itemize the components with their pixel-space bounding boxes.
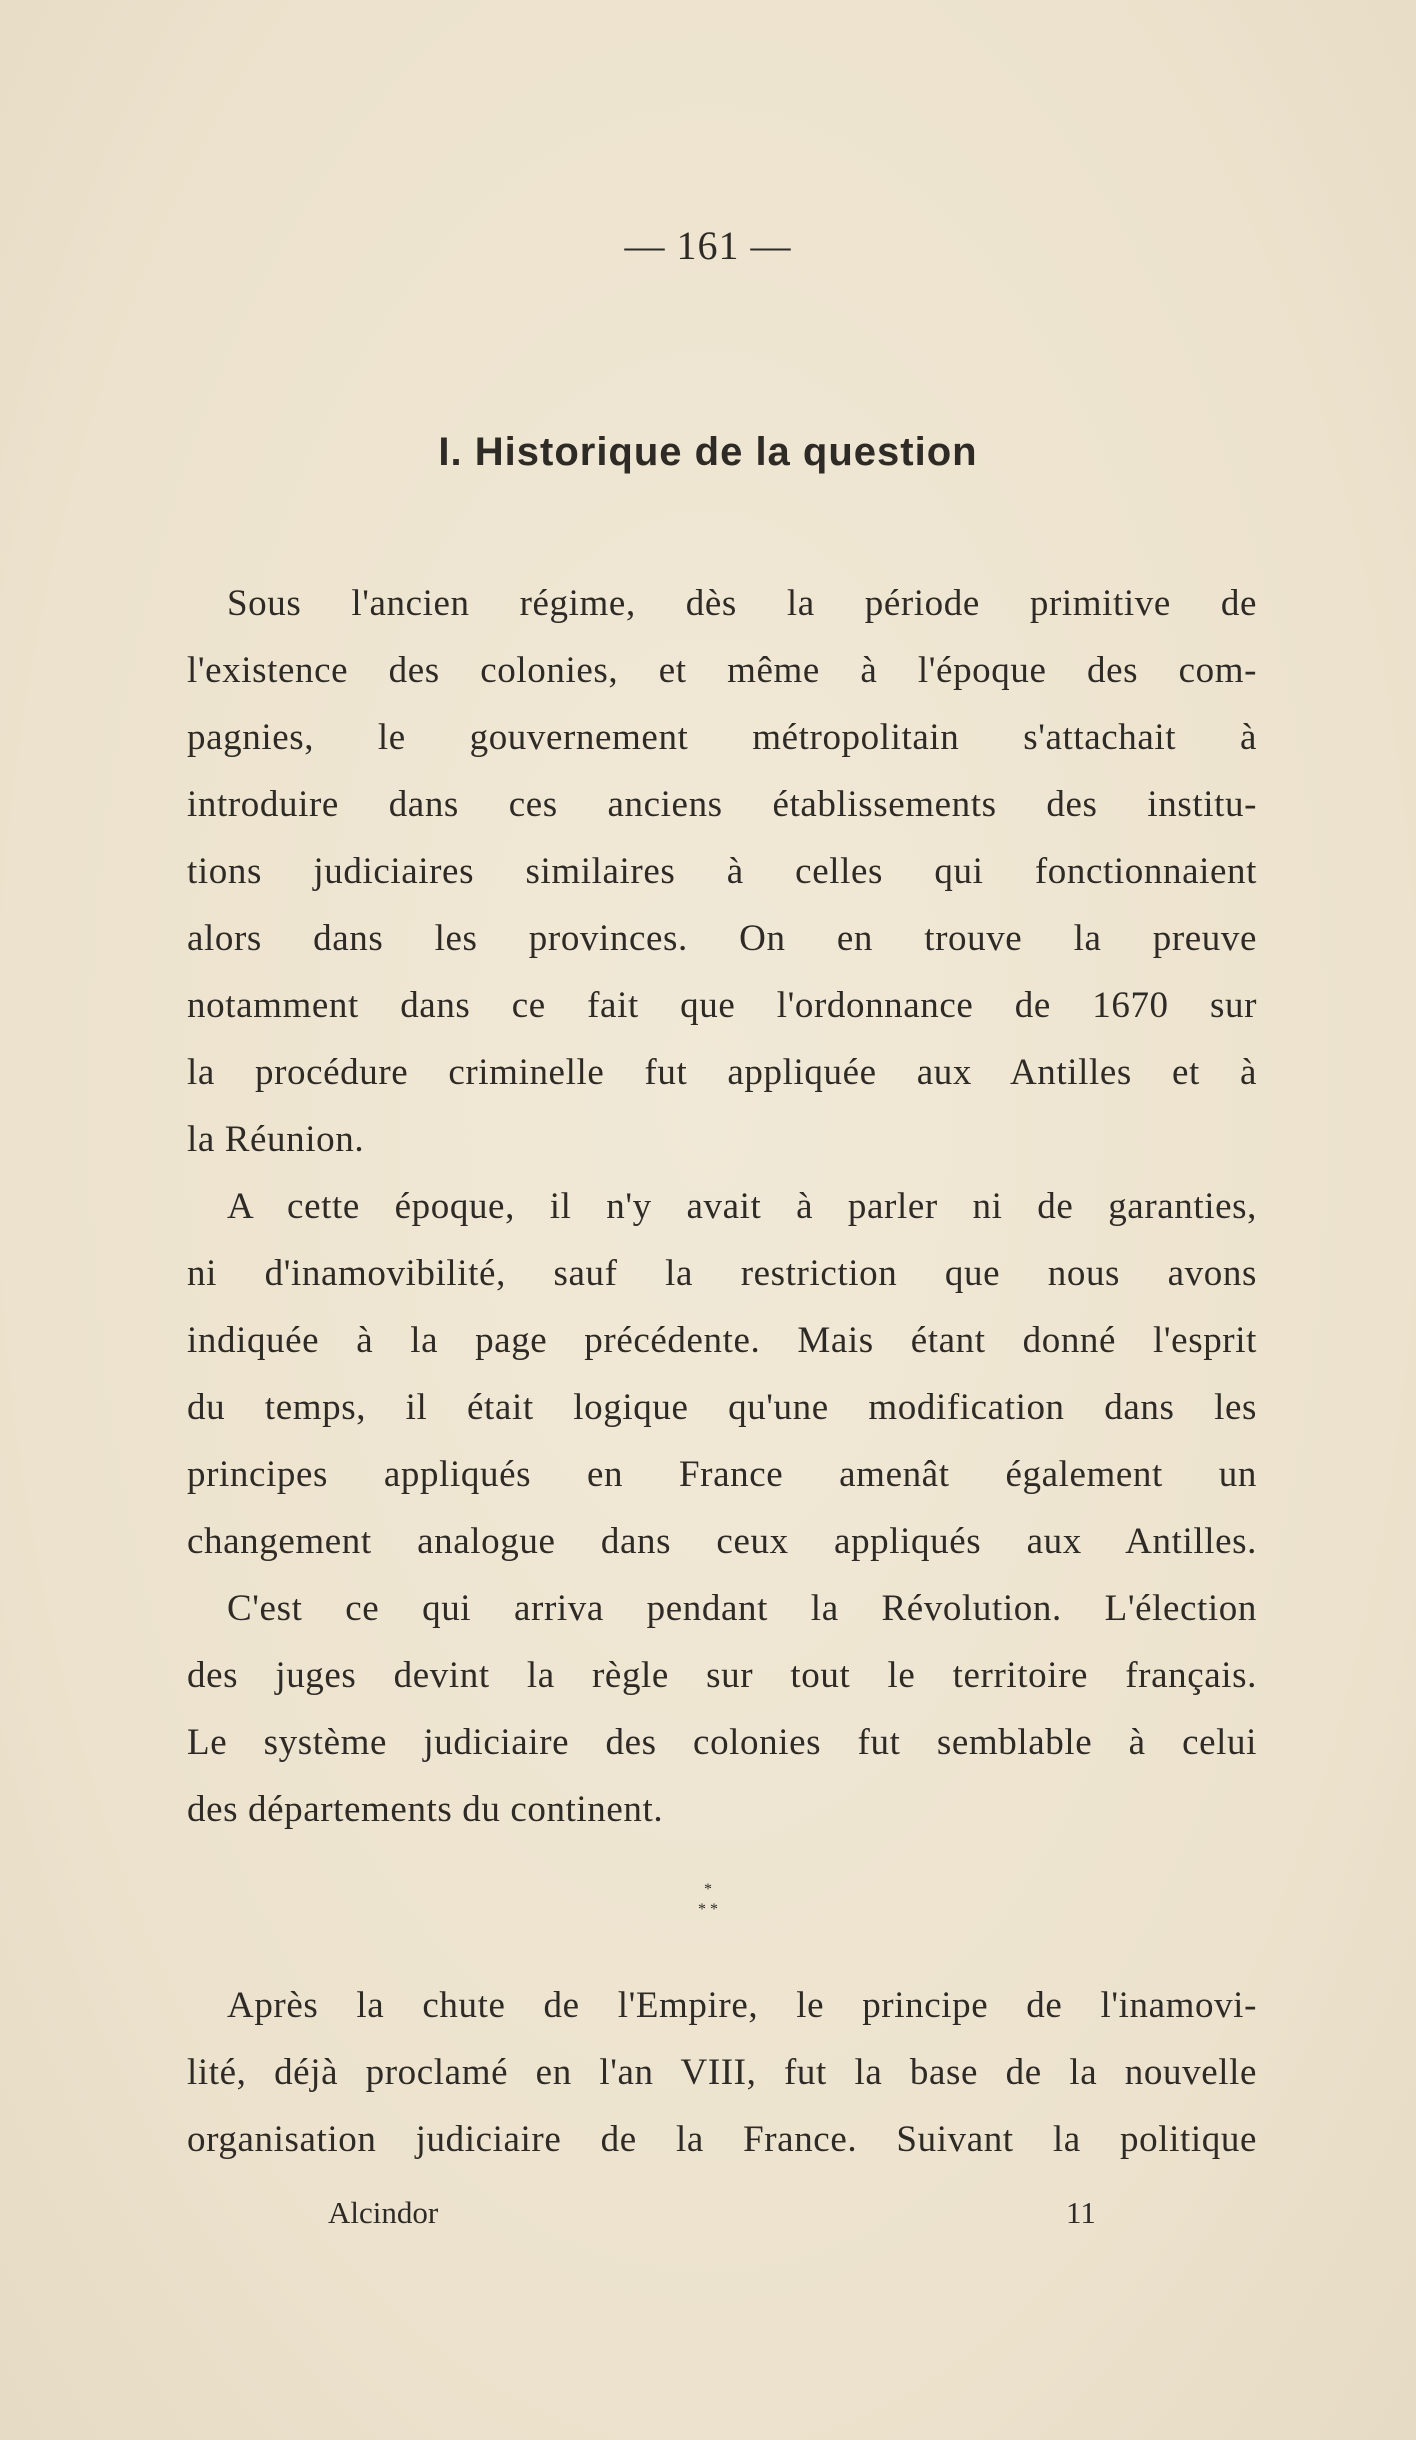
page-number: — 161 — [624, 223, 792, 268]
text-line: des départements du continent. [187, 1789, 664, 1830]
text-line: ni d'inamovibilité, sauf la restriction que nous avons [187, 1253, 1257, 1294]
text-line: notamment dans ce fait que l'ordonnance de 1670 sur [187, 985, 1257, 1026]
text-line: organisation judiciaire de la France. Suivant la politique [187, 2119, 1257, 2160]
text-line: introduire dans ces anciens établissements des institu- [187, 784, 1257, 825]
footer-author: Alcindor [328, 2195, 439, 2230]
body-text-block-1 [187, 570, 1257, 1843]
text-line: Après la chute de l'Empire, le principe de l'inamovi- [227, 1985, 1257, 2026]
body-text-block-2 [187, 1972, 1257, 2173]
text-line: tions judiciaires similaires à celles qui fonctionnaient [187, 851, 1257, 892]
text-line: la Réunion. [187, 1119, 365, 1160]
footer-signature-mark: 11 [1066, 2195, 1096, 2230]
section-title: I. Historique de la question [438, 430, 978, 474]
asterism-top: * [704, 1881, 712, 1898]
text-line: indiquée à la page précédente. Mais étant donné l'esprit [187, 1320, 1257, 1361]
text-line: Le système judiciaire des colonies fut semblable à celui [187, 1722, 1257, 1763]
text-line: du temps, il était logique qu'une modification dans les [187, 1387, 1257, 1428]
text-line: alors dans les provinces. On en trouve la preuve [187, 918, 1257, 959]
text-line: changement analogue dans ceux appliqués aux Antilles. [187, 1521, 1257, 1562]
text-line: C'est ce qui arriva pendant la Révolution. L'élection [227, 1588, 1257, 1629]
text-line: la procédure criminelle fut appliquée aux Antilles et à [187, 1052, 1257, 1093]
text-line: des juges devint la règle sur tout le territoire français. [187, 1655, 1257, 1696]
text-line: A cette époque, il n'y avait à parler ni de garanties, [227, 1186, 1257, 1227]
asterism-separator [0, 1880, 1416, 1920]
asterism-bottom: * * [698, 1901, 718, 1918]
text-line: pagnies, le gouvernement métropolitain s'attachait à [187, 717, 1257, 758]
text-line: l'existence des colonies, et même à l'époque des com- [187, 650, 1257, 691]
text-line: Sous l'ancien régime, dès la période primitive de [227, 583, 1257, 624]
text-line: lité, déjà proclamé en l'an VIII, fut la base de la nouvelle [187, 2052, 1257, 2093]
text-line: principes appliqués en France amenât également un [187, 1454, 1257, 1495]
